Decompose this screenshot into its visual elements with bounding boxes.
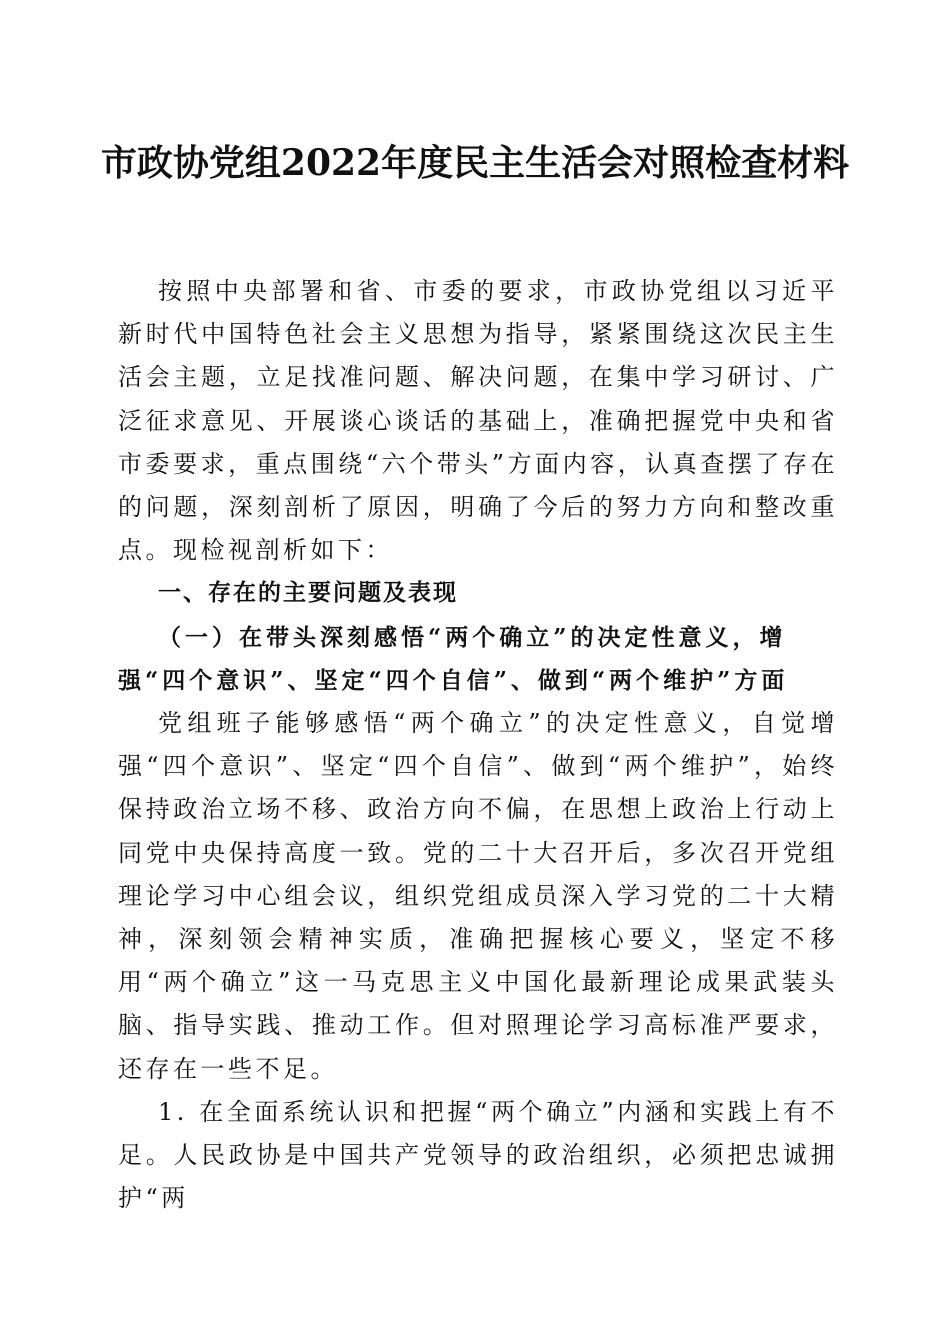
document-body (118, 270, 838, 1220)
document-title: 市政协党组2022年度民主生活会对照检查材料 (100, 142, 850, 184)
subsection-heading: （一）在带头深刻感悟“两个确立”的决定性意义，增强“四个意识”、坚定“四个自信”、做到“两个维护”方面 (118, 623, 789, 694)
intro-paragraph: 按照中央部署和省、市委的要求，市政协党组以习近平新时代中国特色社会主义思想为指导，紧紧围绕这次民主生活会主题，立足找准问题、解决问题，在集中学习研讨、广泛征求意见、开展谈心谈话的基础上，准确把握党中央和省市委要求，重点围绕“六个带头”方面内容，认真查摆了存在的问题，深刻剖析了原因，明确了今后的努力方向和整改重点。现检视剖析如下： (118, 277, 838, 565)
section-heading: 一、存在的主要问题及表现 (158, 580, 458, 607)
subsection-body-paragraph: 党组班子能够感悟“两个确立”的决定性意义，自觉增强“四个意识”、坚定“四个自信”、做到“两个维护”，始终保持政治立场不移、政治方向不偏，在思想上政治上行动上同党中央保持高度一致。党的二十大召开后，多次召开党组理论学习中心组会议，组织党组成员深入学习党的二十大精神，深刻领会精神实质，准确把握核心要义，坚定不移用“两个确立”这一马克思主义中国化最新理论成果武装头脑、指导实践、推动工作。但对照理论学习高标准严要求，还存在一些不足。 (118, 709, 838, 1083)
point-paragraph: 1. 在全面系统认识和把握“两个确立”内涵和实践上有不足。人民政协是中国共产党领导的政治组织，必须把忠诚拥护“两 (118, 1097, 838, 1213)
